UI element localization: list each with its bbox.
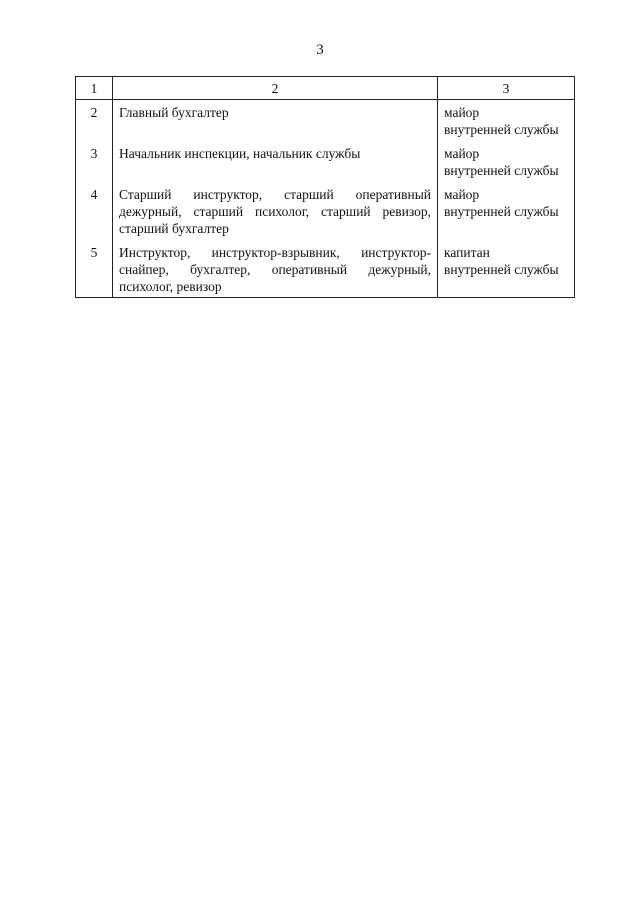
row-number: 3	[76, 145, 113, 186]
rank-title: майор	[444, 105, 480, 120]
rank-detail: внутренней службы	[444, 163, 559, 178]
position-title: Главный бухгалтер	[113, 100, 438, 146]
rank-title: капитан	[444, 245, 490, 260]
table-row	[76, 100, 575, 146]
position-title: Старший инструктор, старший оперативный дежурный, старший психолог, старший ревизор, старший бухгалтер	[113, 186, 438, 244]
rank-cell	[438, 145, 575, 186]
column-header-number: 1	[76, 77, 113, 100]
rank-title: майор	[444, 146, 480, 161]
page-number: 3	[316, 42, 324, 58]
rank-detail: внутренней службы	[444, 204, 559, 219]
rank-cell	[438, 186, 575, 244]
row-number: 2	[76, 100, 113, 146]
table-row	[76, 244, 575, 298]
rank-cell	[438, 244, 575, 298]
table-row	[76, 145, 575, 186]
position-title: Инструктор, инструктор-взрывник, инструктор-снайпер, бухгалтер, оперативный дежурный, психолог, ревизор	[113, 244, 438, 298]
rank-cell	[438, 100, 575, 146]
row-number: 5	[76, 244, 113, 298]
rank-detail: внутренней службы	[444, 122, 559, 137]
positions-ranks-table	[75, 76, 575, 298]
rank-title: майор	[444, 187, 480, 202]
table-header-row	[76, 77, 575, 100]
column-header-position: 2	[113, 77, 438, 100]
table-row	[76, 186, 575, 244]
position-title: Начальник инспекции, начальник службы	[113, 145, 438, 186]
column-header-rank: 3	[438, 77, 575, 100]
rank-detail: внутренней службы	[444, 262, 559, 277]
row-number: 4	[76, 186, 113, 244]
